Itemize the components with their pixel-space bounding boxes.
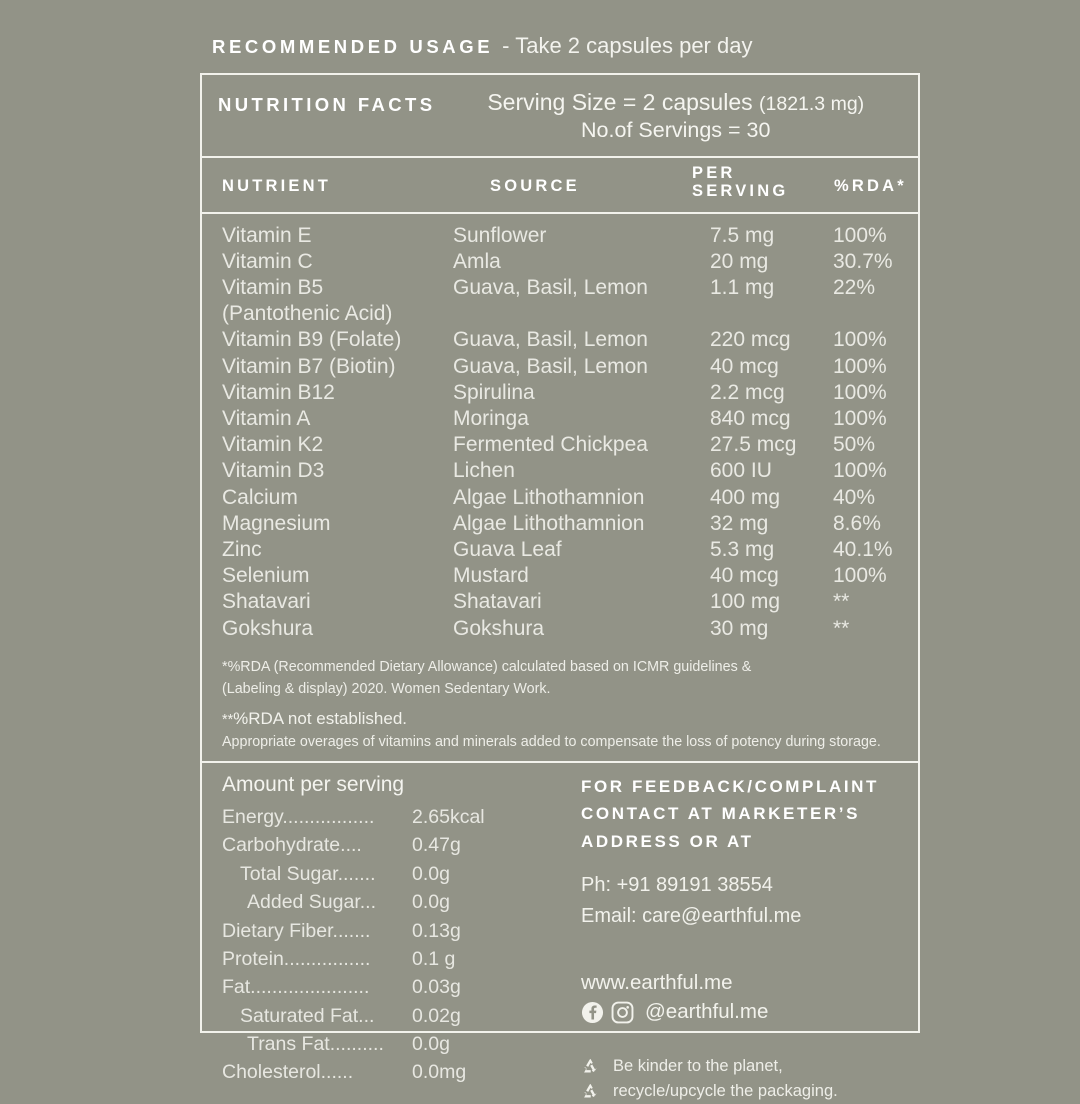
facebook-icon[interactable] (581, 1001, 604, 1024)
nutrient-per-serving: 27.5 mcg (710, 433, 797, 457)
table-row (202, 589, 918, 615)
table-row (202, 616, 918, 642)
amount-value: 0.0g (412, 862, 450, 885)
nutrient-per-serving: 840 mcg (710, 407, 791, 430)
list-item (222, 888, 557, 916)
footnote-rda-line1: *%RDA (Recommended Dietary Allowance) calculated based on ICMR guidelines & (222, 658, 752, 675)
footnote-rda-line2: (Labeling & display) 2020. Women Sedentary Work. (222, 680, 551, 697)
column-header-per-serving-line2: SERVING (692, 182, 789, 201)
nutrient-name: Shatavari (222, 590, 311, 614)
list-item (222, 917, 557, 945)
serving-header (202, 75, 918, 156)
contact-panel (557, 773, 918, 1104)
table-row (202, 458, 918, 484)
nutrient-rda: 100% (833, 223, 887, 247)
table-row (202, 354, 918, 380)
list-item (222, 945, 557, 973)
footnote-not-established-text: %RDA not established. (233, 709, 408, 728)
social-handles (581, 1000, 918, 1024)
serving-size-label: Serving Size = 2 capsules (487, 89, 753, 115)
nutrient-per-serving: 40 mcg (710, 564, 779, 588)
amount-label: Cholesterol...... (222, 1061, 354, 1084)
amount-per-serving-panel (202, 773, 557, 1104)
column-header-source: SOURCE (490, 176, 580, 195)
column-header-rda: %RDA* (834, 176, 907, 195)
nutrient-name: Vitamin A (222, 407, 311, 430)
list-item (222, 831, 557, 859)
social-handle-text[interactable]: @earthful.me (645, 1000, 769, 1024)
table-row (202, 563, 918, 589)
nutrient-rda: 40.1% (833, 537, 893, 561)
nutrient-rda: 100% (833, 328, 887, 352)
table-row (202, 511, 918, 537)
nutrient-rda: 100% (833, 354, 887, 378)
table-row (202, 537, 918, 563)
nutrient-per-serving: 20 mg (710, 249, 769, 273)
amount-label: Trans Fat.......... (247, 1033, 384, 1056)
nutrient-name: Vitamin B5 (222, 276, 324, 300)
nutrient-per-serving: 1.1 mg (710, 276, 775, 300)
bottom-section (202, 763, 918, 1104)
feedback-title-line1: FOR FEEDBACK/COMPLAINT (581, 776, 880, 796)
nutrient-source: Guava Leaf (453, 537, 562, 561)
nutrient-rda: 40% (833, 485, 876, 509)
nutrient-rda: 50% (833, 433, 876, 457)
nutrient-source: Gokshura (453, 616, 545, 640)
contact-phone[interactable]: Ph: +91 89191 38554 (581, 873, 773, 896)
nutrient-name: Vitamin D3 (222, 459, 325, 483)
nutrient-per-serving: 220 mcg (710, 328, 791, 352)
nutrient-name: Vitamin B9 (Folate) (222, 328, 402, 352)
table-row (202, 301, 918, 327)
nutrient-rda: ** (833, 590, 850, 614)
recommended-usage (212, 33, 752, 59)
nutrient-per-serving: 32 mg (710, 511, 769, 535)
table-row (202, 249, 918, 275)
nutrient-per-serving: 7.5 mg (710, 223, 775, 247)
recycle-icon (581, 1082, 600, 1101)
web-and-social (581, 968, 918, 1025)
nutrient-name: Magnesium (222, 511, 331, 535)
list-item (222, 860, 557, 888)
nutrient-rda: 22% (833, 276, 876, 300)
amount-label: Carbohydrate.... (222, 834, 362, 857)
amount-value: 0.47g (412, 834, 461, 857)
nutrient-source: Lichen (453, 459, 515, 483)
amount-value: 2.65kcal (412, 805, 485, 828)
footnotes (202, 648, 918, 761)
nutrient-rda: 30.7% (833, 249, 893, 273)
footnote-overages: Appropriate overages of vitamins and minerals added to compensate the loss of potency during storage. (222, 733, 881, 750)
nutrient-name: Vitamin B12 (222, 380, 335, 404)
amount-label: Protein................ (222, 947, 371, 970)
contact-email[interactable]: Email: care@earthful.me (581, 904, 802, 927)
nutrient-per-serving: 100 mg (710, 590, 781, 614)
nutrient-name: Vitamin C (222, 249, 313, 273)
nutrient-name: Selenium (222, 564, 310, 588)
contact-details (581, 870, 918, 932)
recycle-text-line2: recycle/upcycle the packaging. (613, 1082, 838, 1101)
column-header-per-serving-line1: PER (692, 163, 736, 182)
amount-value: 0.13g (412, 919, 461, 942)
nutrient-name: (Pantothenic Acid) (222, 302, 393, 326)
amount-label: Saturated Fat... (240, 1004, 375, 1027)
footnote-double-star: ** (222, 712, 234, 728)
nutrient-per-serving: 400 mg (710, 485, 781, 509)
recycle-message (581, 1054, 918, 1104)
nutrient-source: Guava, Basil, Lemon (453, 328, 648, 352)
recommended-usage-text: - Take 2 capsules per day (502, 33, 753, 58)
list-item (222, 803, 557, 831)
table-column-headers (202, 158, 918, 212)
nutrient-name: Gokshura (222, 616, 314, 640)
footnote-not-established (222, 706, 902, 732)
nutrient-per-serving: 600 IU (710, 459, 772, 483)
table-row (202, 406, 918, 432)
instagram-icon[interactable] (611, 1001, 634, 1024)
recommended-usage-title: RECOMMENDED USAGE (212, 36, 494, 57)
feedback-title-line3: ADDRESS OR AT (581, 832, 754, 851)
serving-size-weight: (1821.3 mg) (759, 93, 865, 115)
list-item (222, 973, 557, 1001)
amount-value: 0.02g (412, 1004, 461, 1027)
recycle-row-1 (581, 1054, 918, 1079)
amount-per-serving-title: Amount per serving (222, 772, 405, 796)
nutrient-rda: 8.6% (833, 511, 881, 535)
nutrient-source: Mustard (453, 564, 529, 588)
nutrition-facts-title: NUTRITION FACTS (218, 94, 436, 115)
amount-label: Energy................. (222, 805, 375, 828)
servings-count: No.of Servings = 30 (581, 117, 771, 142)
amount-label: Total Sugar....... (240, 862, 376, 885)
recycle-icon (581, 1057, 600, 1076)
nutrient-source: Sunflower (453, 223, 547, 247)
list-item (222, 1030, 557, 1058)
nutrient-source: Amla (453, 249, 501, 273)
nutrient-rda: 100% (833, 407, 887, 430)
nutrient-name: Vitamin B7 (Biotin) (222, 354, 396, 378)
nutrient-table-body (202, 214, 918, 648)
nutrient-per-serving: 2.2 mcg (710, 380, 785, 404)
amount-per-serving-list (222, 803, 557, 1087)
nutrient-name: Zinc (222, 537, 262, 561)
nutrient-name: Vitamin E (222, 223, 312, 247)
nutrition-facts-box (200, 73, 920, 1101)
table-row (202, 380, 918, 406)
serving-size-line (448, 88, 905, 117)
nutrient-rda: ** (833, 616, 850, 640)
amount-value: 0.0g (412, 891, 450, 914)
feedback-title-line2: CONTACT AT MARKETER’S (581, 804, 861, 824)
nutrient-rda: 100% (833, 380, 887, 404)
amount-label: Dietary Fiber....... (222, 919, 371, 942)
table-row (202, 275, 918, 301)
nutrient-source: Algae Lithothamnion (453, 511, 645, 535)
recycle-text-line1: Be kinder to the planet, (613, 1057, 783, 1076)
nutrient-per-serving: 5.3 mg (710, 537, 775, 561)
nutrient-source: Shatavari (453, 590, 542, 614)
table-row (202, 432, 918, 458)
amount-value: 0.0g (412, 1033, 450, 1056)
table-row (202, 327, 918, 353)
nutrient-per-serving: 40 mcg (710, 354, 779, 378)
recycle-row-2 (581, 1079, 918, 1104)
nutrient-name: Vitamin K2 (222, 433, 324, 457)
amount-label: Fat...................... (222, 976, 370, 999)
column-header-nutrient: NUTRIENT (222, 176, 332, 195)
amount-label: Added Sugar... (247, 891, 377, 914)
nutrient-source: Moringa (453, 407, 529, 430)
nutrient-source: Algae Lithothamnion (453, 485, 645, 509)
nutrient-source: Guava, Basil, Lemon (453, 276, 648, 300)
amount-value: 0.1 g (412, 947, 456, 970)
nutrient-source: Guava, Basil, Lemon (453, 354, 648, 378)
column-header-per-serving (692, 164, 788, 201)
serving-info (448, 88, 905, 145)
amount-value: 0.0mg (412, 1061, 467, 1084)
nutrient-source: Fermented Chickpea (453, 433, 648, 457)
website-url[interactable]: www.earthful.me (581, 970, 733, 994)
nutrient-source: Spirulina (453, 380, 535, 404)
list-item (222, 1002, 557, 1030)
nutrient-name: Calcium (222, 485, 298, 509)
nutrient-rda: 100% (833, 564, 887, 588)
table-row (202, 223, 918, 249)
nutrient-rda: 100% (833, 459, 887, 483)
nutrient-per-serving: 30 mg (710, 616, 769, 640)
list-item (222, 1058, 557, 1086)
amount-value: 0.03g (412, 976, 461, 999)
table-row (202, 485, 918, 511)
